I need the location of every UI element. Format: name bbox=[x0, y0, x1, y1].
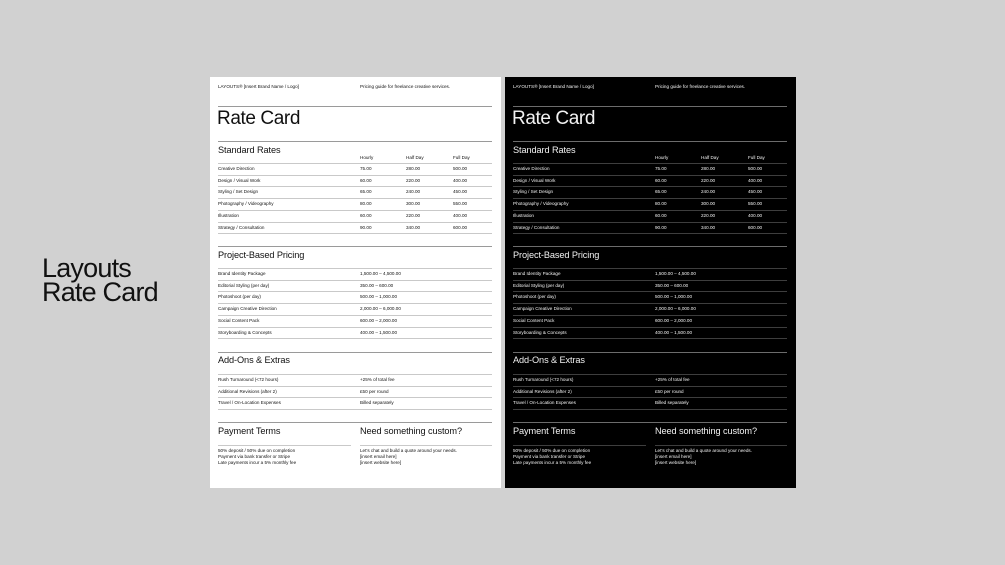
table-row bbox=[218, 304, 492, 316]
custom-text bbox=[655, 448, 752, 465]
service-name: Creative Direction bbox=[218, 166, 255, 171]
website-placeholder: [insert website here] bbox=[360, 459, 402, 465]
full-day-rate: 400.00 bbox=[453, 177, 468, 183]
payment-line: 50% deposit / 50% due on completion bbox=[218, 448, 296, 453]
card-header bbox=[218, 84, 492, 92]
payment-line: Late payments incur a 5% monthly fee bbox=[218, 459, 297, 465]
email-placeholder: [insert email here] bbox=[655, 453, 692, 459]
divider bbox=[218, 352, 492, 353]
hourly-rate: 90.00 bbox=[655, 224, 667, 230]
payment-terms-heading: Payment Terms bbox=[513, 426, 576, 436]
divider bbox=[218, 422, 492, 423]
half-day-rate: 280.00 bbox=[701, 166, 716, 171]
hero-line-2: Rate Card bbox=[42, 277, 158, 307]
hourly-rate: 65.00 bbox=[360, 189, 372, 195]
divider bbox=[513, 141, 787, 142]
table-row bbox=[218, 211, 492, 223]
full-day-rate: 450.00 bbox=[748, 189, 763, 195]
half-day-rate: 220.00 bbox=[701, 212, 716, 218]
project-name: Campaign Creative Direction bbox=[513, 306, 572, 312]
half-day-rate: 240.00 bbox=[701, 189, 716, 195]
payment-terms-text bbox=[218, 448, 296, 465]
table-row bbox=[513, 211, 787, 223]
project-name: Storyboarding & Concepts bbox=[218, 329, 272, 335]
project-name: Editorial Styling (per day) bbox=[218, 282, 270, 288]
service-name: Design / Visual Work bbox=[218, 177, 261, 183]
table-row bbox=[218, 223, 492, 235]
email-placeholder: [insert email here] bbox=[360, 453, 397, 459]
table-row bbox=[218, 281, 492, 293]
addon-name: Travel / On-Location Expenses bbox=[218, 400, 281, 406]
table-row bbox=[513, 328, 787, 340]
service-name: Strategy / Consultation bbox=[513, 224, 560, 230]
divider bbox=[218, 445, 351, 446]
service-name: Photography / Videography bbox=[218, 201, 274, 207]
addon-name: Rush Turnaround (<72 hours) bbox=[218, 377, 279, 382]
col-hourly: Hourly bbox=[360, 155, 374, 160]
service-name: Styling / Set Design bbox=[218, 189, 259, 195]
service-name: Photography / Videography bbox=[513, 201, 569, 207]
full-day-rate: 550.00 bbox=[453, 201, 468, 207]
website-placeholder: [insert website here] bbox=[655, 459, 697, 465]
full-day-rate: 400.00 bbox=[748, 177, 763, 183]
addon-price: +25% of total fee bbox=[360, 377, 395, 382]
project-price: 600.00 – 2,000.00 bbox=[360, 317, 398, 323]
table-row bbox=[513, 292, 787, 304]
rate-card-light bbox=[210, 77, 501, 488]
project-name: Social Content Pack bbox=[218, 317, 260, 323]
payment-line: Payment via bank transfer or Stripe bbox=[218, 453, 291, 459]
table-row bbox=[218, 375, 492, 387]
service-name: Strategy / Consultation bbox=[218, 224, 265, 230]
col-half-day: Half Day bbox=[701, 155, 719, 160]
addon-price: +25% of total fee bbox=[655, 377, 690, 382]
full-day-rate: 450.00 bbox=[453, 189, 468, 195]
half-day-rate: 220.00 bbox=[701, 177, 716, 183]
col-hourly: Hourly bbox=[655, 155, 669, 160]
project-price: 400.00 – 1,500.00 bbox=[360, 329, 398, 335]
rate-card-dark bbox=[505, 77, 796, 488]
brand-name: LAYOUTS® [Insert Brand Name / Logo] bbox=[513, 84, 594, 89]
table-row bbox=[513, 187, 787, 199]
table-row bbox=[218, 387, 492, 399]
col-full-day: Full Day bbox=[748, 155, 765, 160]
addons-heading: Add-Ons & Extras bbox=[513, 355, 585, 365]
project-name: Photoshoot (per day) bbox=[218, 294, 261, 300]
card-header bbox=[513, 84, 787, 92]
table-row bbox=[218, 187, 492, 199]
hourly-rate: 60.00 bbox=[360, 212, 372, 218]
table-row bbox=[218, 292, 492, 304]
project-price: 600.00 – 2,000.00 bbox=[655, 317, 693, 323]
divider bbox=[360, 445, 492, 446]
table-row bbox=[218, 328, 492, 340]
project-price: 350.00 – 600.00 bbox=[655, 282, 689, 288]
full-day-rate: 500.00 bbox=[748, 166, 763, 171]
table-row bbox=[218, 398, 492, 410]
divider bbox=[513, 246, 787, 247]
project-price: 500.00 – 1,000.00 bbox=[360, 294, 398, 300]
half-day-rate: 300.00 bbox=[701, 201, 716, 207]
table-row bbox=[513, 176, 787, 188]
divider bbox=[218, 106, 492, 107]
project-price: 400.00 – 1,500.00 bbox=[655, 329, 693, 335]
project-name: Photoshoot (per day) bbox=[513, 294, 556, 300]
addon-price: Billed separately bbox=[360, 400, 394, 406]
hourly-rate: 60.00 bbox=[655, 177, 667, 183]
payment-terms-text bbox=[513, 448, 591, 465]
table-row bbox=[513, 281, 787, 293]
table-row bbox=[218, 199, 492, 211]
custom-heading: Need something custom? bbox=[360, 426, 462, 436]
half-day-rate: 240.00 bbox=[406, 189, 421, 195]
project-name: Campaign Creative Direction bbox=[218, 306, 277, 312]
payment-line: Payment via bank transfer or Stripe bbox=[513, 453, 586, 459]
addon-price: £50 per round bbox=[360, 388, 389, 394]
hourly-rate: 60.00 bbox=[360, 177, 372, 183]
project-name: Brand Identity Package bbox=[218, 271, 266, 276]
addon-name: Travel / On-Location Expenses bbox=[513, 400, 576, 406]
full-day-rate: 400.00 bbox=[453, 212, 468, 218]
project-price: 350.00 – 600.00 bbox=[360, 282, 394, 288]
col-half-day: Half Day bbox=[406, 155, 424, 160]
col-full-day: Full Day bbox=[453, 155, 470, 160]
half-day-rate: 340.00 bbox=[701, 224, 716, 230]
service-name: Illustration bbox=[218, 212, 239, 218]
hourly-rate: 75.00 bbox=[655, 166, 667, 171]
standard-rates-heading: Standard Rates bbox=[218, 145, 281, 155]
hero-title bbox=[42, 253, 158, 307]
project-price: 1,500.00 – 4,500.00 bbox=[360, 271, 401, 276]
payment-terms-heading: Payment Terms bbox=[218, 426, 281, 436]
brand-name: LAYOUTS® [Insert Brand Name / Logo] bbox=[218, 84, 299, 89]
table-row bbox=[513, 223, 787, 235]
tagline: Pricing guide for freelance creative services. bbox=[360, 84, 451, 89]
standard-rates-heading: Standard Rates bbox=[513, 145, 576, 155]
table-row bbox=[513, 164, 787, 176]
addon-name: Additional Revisions (after 2) bbox=[513, 388, 572, 394]
service-name: Design / Visual Work bbox=[513, 177, 556, 183]
project-name: Storyboarding & Concepts bbox=[513, 329, 567, 335]
table-row bbox=[513, 398, 787, 410]
project-pricing-heading: Project-Based Pricing bbox=[513, 250, 600, 260]
hourly-rate: 75.00 bbox=[360, 166, 372, 171]
custom-line: Let’s chat and build a quote around your needs. bbox=[360, 448, 457, 453]
hourly-rate: 65.00 bbox=[655, 189, 667, 195]
divider bbox=[655, 445, 787, 446]
card-title: Rate Card bbox=[217, 108, 300, 129]
divider bbox=[218, 141, 492, 142]
service-name: Creative Direction bbox=[513, 166, 550, 171]
custom-text bbox=[360, 448, 457, 465]
divider bbox=[218, 246, 492, 247]
project-name: Social Content Pack bbox=[513, 317, 555, 323]
project-name: Editorial Styling (per day) bbox=[513, 282, 565, 288]
hourly-rate: 90.00 bbox=[360, 224, 372, 230]
half-day-rate: 300.00 bbox=[406, 201, 421, 207]
full-day-rate: 550.00 bbox=[748, 201, 763, 207]
service-name: Illustration bbox=[513, 212, 534, 218]
project-pricing-heading: Project-Based Pricing bbox=[218, 250, 305, 260]
project-price: 500.00 – 1,000.00 bbox=[655, 294, 693, 300]
service-name: Styling / Set Design bbox=[513, 189, 554, 195]
divider bbox=[513, 106, 787, 107]
table-row bbox=[513, 199, 787, 211]
full-day-rate: 600.00 bbox=[453, 224, 468, 230]
addon-price: Billed separately bbox=[655, 400, 689, 406]
table-row bbox=[218, 164, 492, 176]
payment-line: Late payments incur a 5% monthly fee bbox=[513, 459, 592, 465]
addon-price: £50 per round bbox=[655, 388, 684, 394]
table-row bbox=[513, 269, 787, 281]
full-day-rate: 500.00 bbox=[453, 166, 468, 171]
card-title: Rate Card bbox=[512, 108, 595, 129]
table-row bbox=[513, 387, 787, 399]
hourly-rate: 60.00 bbox=[655, 212, 667, 218]
tagline: Pricing guide for freelance creative services. bbox=[655, 84, 746, 89]
divider bbox=[513, 445, 646, 446]
payment-line: 50% deposit / 50% due on completion bbox=[513, 448, 591, 453]
divider bbox=[513, 352, 787, 353]
project-price: 1,500.00 – 4,500.00 bbox=[655, 271, 696, 276]
table-row bbox=[513, 304, 787, 316]
table-row bbox=[218, 176, 492, 188]
hourly-rate: 80.00 bbox=[655, 201, 667, 207]
custom-line: Let’s chat and build a quote around your needs. bbox=[655, 448, 752, 453]
hero-line-1: Layouts bbox=[42, 253, 131, 283]
table-row bbox=[218, 269, 492, 281]
table-row bbox=[513, 375, 787, 387]
project-price: 2,000.00 – 6,000.00 bbox=[655, 306, 696, 312]
half-day-rate: 280.00 bbox=[406, 166, 421, 171]
addons-heading: Add-Ons & Extras bbox=[218, 355, 290, 365]
addon-name: Rush Turnaround (<72 hours) bbox=[513, 377, 574, 382]
half-day-rate: 220.00 bbox=[406, 177, 421, 183]
half-day-rate: 340.00 bbox=[406, 224, 421, 230]
addon-name: Additional Revisions (after 2) bbox=[218, 388, 277, 394]
table-row bbox=[513, 316, 787, 328]
divider bbox=[513, 422, 787, 423]
half-day-rate: 220.00 bbox=[406, 212, 421, 218]
hourly-rate: 80.00 bbox=[360, 201, 372, 207]
project-name: Brand Identity Package bbox=[513, 271, 561, 276]
table-row bbox=[218, 316, 492, 328]
full-day-rate: 600.00 bbox=[748, 224, 763, 230]
project-price: 2,000.00 – 6,000.00 bbox=[360, 306, 401, 312]
full-day-rate: 400.00 bbox=[748, 212, 763, 218]
custom-heading: Need something custom? bbox=[655, 426, 757, 436]
